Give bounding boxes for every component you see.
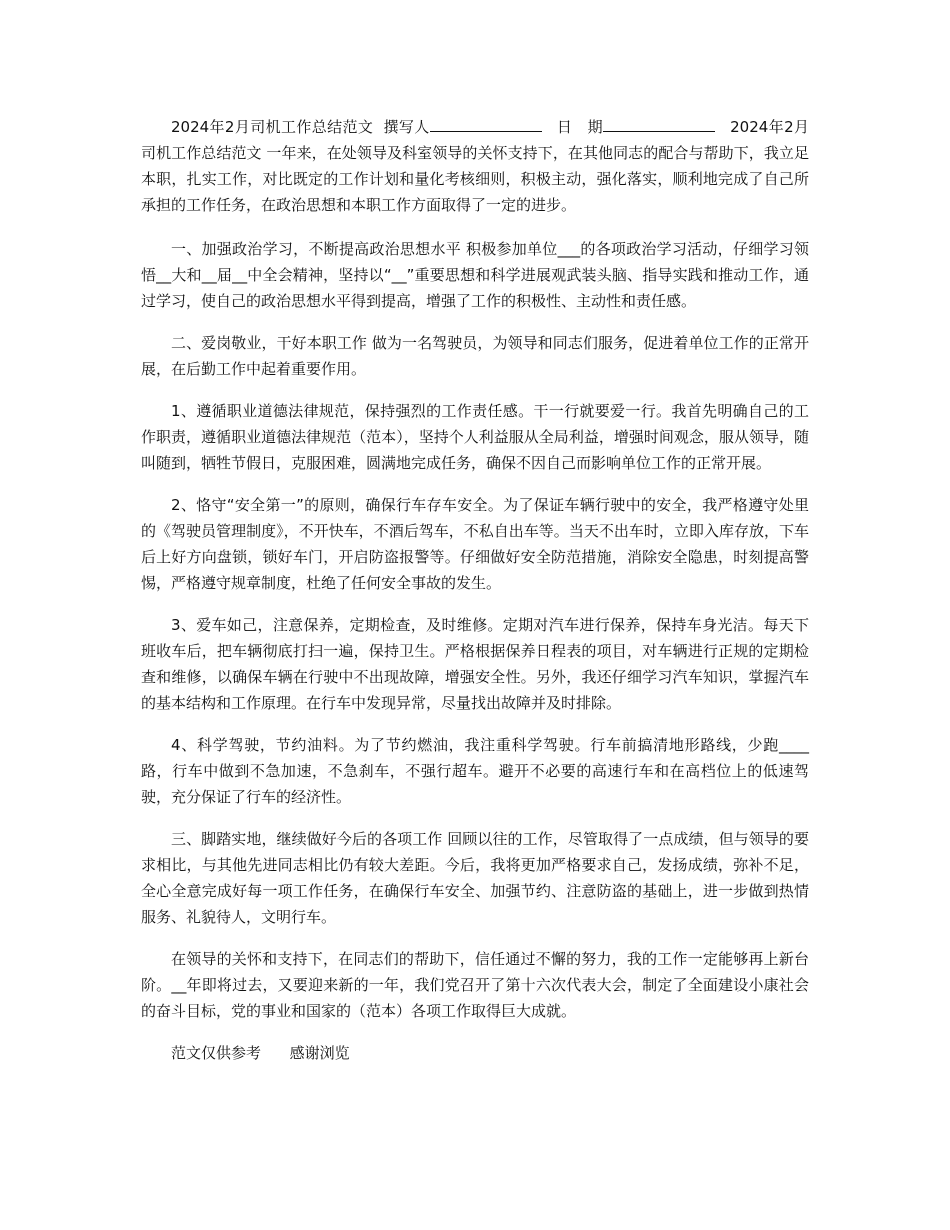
paragraph-ethics: 1、遵循职业道德法律规范，保持强烈的工作责任感。干一行就要爱一行。我首先明确自己的工作职责，遵循职业道德法律规范（范本），坚持个人利益服从全局利益，增强时间观念，服从领导，随叫随到，牺牲节假日，克服困难，圆满地完成任务，确保不因自己而影响单位工作的正常开展。 (141, 402, 809, 472)
document-page (141, 114, 809, 1066)
author-label: 撰写人 (383, 118, 430, 136)
footer-thanks: 感谢浏览 (289, 1044, 350, 1062)
footer-reference: 范文仅供参考 (171, 1044, 262, 1062)
author-blank (430, 116, 542, 132)
date-label: 日 期 (556, 118, 603, 136)
intro-text: 2024年2月司机工作总结范文 一年来，在处领导及科室领导的关怀支持下，在其他同志的配合与帮助下，我立足本职，扎实工作，对比既定的工作计划和量化考核细则，积极主动，强化落实，顺利地完成了自己所承担的工作任务，在政治思想和本职工作方面取得了一定的进步。 (141, 118, 809, 214)
document-title: 2024年2月司机工作总结范文 (171, 118, 374, 136)
paragraph-dedication: 二、爱岗敬业，干好本职工作 做为一名驾驶员，为领导和同志们服务，促进着单位工作的正常开展，在后勤工作中起着重要作用。 (141, 334, 809, 378)
paragraph-political-study: 一、加强政治学习，不断提高政治思想水平 积极参加单位___的各项政治学习活动，仔细学习领悟__大和__届__中全会精神，坚持以“__”重要思想和科学进展观武装头脑、指导实践和推动工作，通过学习，使自己的政治思想水平得到提高，增强了工作的积极性、主动性和责任感。 (141, 240, 809, 310)
footer-note (141, 1040, 809, 1066)
paragraph-future-work: 三、脚踏实地，继续做好今后的各项工作 回顾以往的工作，尽管取得了一点成绩，但与领导的要求相比，与其他先进同志相比仍有较大差距。今后，我将更加严格要求自己，发扬成绩，弥补不足，全心全意完成好每一项工作任务，在确保行车安全、加强节约、注意防盗的基础上，进一步做到热情服务、礼貌待人，文明行车。 (141, 830, 809, 926)
paragraph-fuel-saving: 4、科学驾驶，节约油料。为了节约燃油，我注重科学驾驶。行车前搞清地形路线，少跑____路，行车中做到不急加速，不急刹车，不强行超车。避开不必要的高速行车和在高档位上的低速驾驶，充分保证了行车的经济性。 (141, 736, 809, 806)
paragraph-conclusion: 在领导的关怀和支持下，在同志们的帮助下，信任通过不懈的努力，我的工作一定能够再上新台阶。__年即将过去，又要迎来新的一年，我们党召开了第十六次代表大会，制定了全面建设小康社会的奋斗目标，党的事业和国家的（范本）各项工作取得巨大成就。 (141, 950, 809, 1020)
paragraph-safety: 2、恪守“安全第一”的原则，确保行车存车安全。为了保证车辆行驶中的安全，我严格遵守处里的《驾驶员管理制度》，不开快车，不酒后驾车，不私自出车等。当天不出车时，立即入库存放，下车后上好方向盘锁，锁好车门，开启防盗报警等。仔细做好安全防范措施，消除安全隐患，时刻提高警惕，严格遵守规章制度，杜绝了任何安全事故的发生。 (141, 496, 809, 592)
date-blank (603, 116, 715, 132)
paragraph-maintenance: 3、爱车如己，注意保养，定期检查，及时维修。定期对汽车进行保养，保持车身光洁。每天下班收车后，把车辆彻底打扫一遍，保持卫生。严格根据保养日程表的项目，对车辆进行正规的定期检查和维修，以确保车辆在行驶中不出现故障，增强安全性。另外，我还仔细学习汽车知识，掌握汽车的基本结构和工作原理。在行车中发现异常，尽量找出故障并及时排除。 (141, 616, 809, 712)
header-paragraph (141, 114, 809, 218)
